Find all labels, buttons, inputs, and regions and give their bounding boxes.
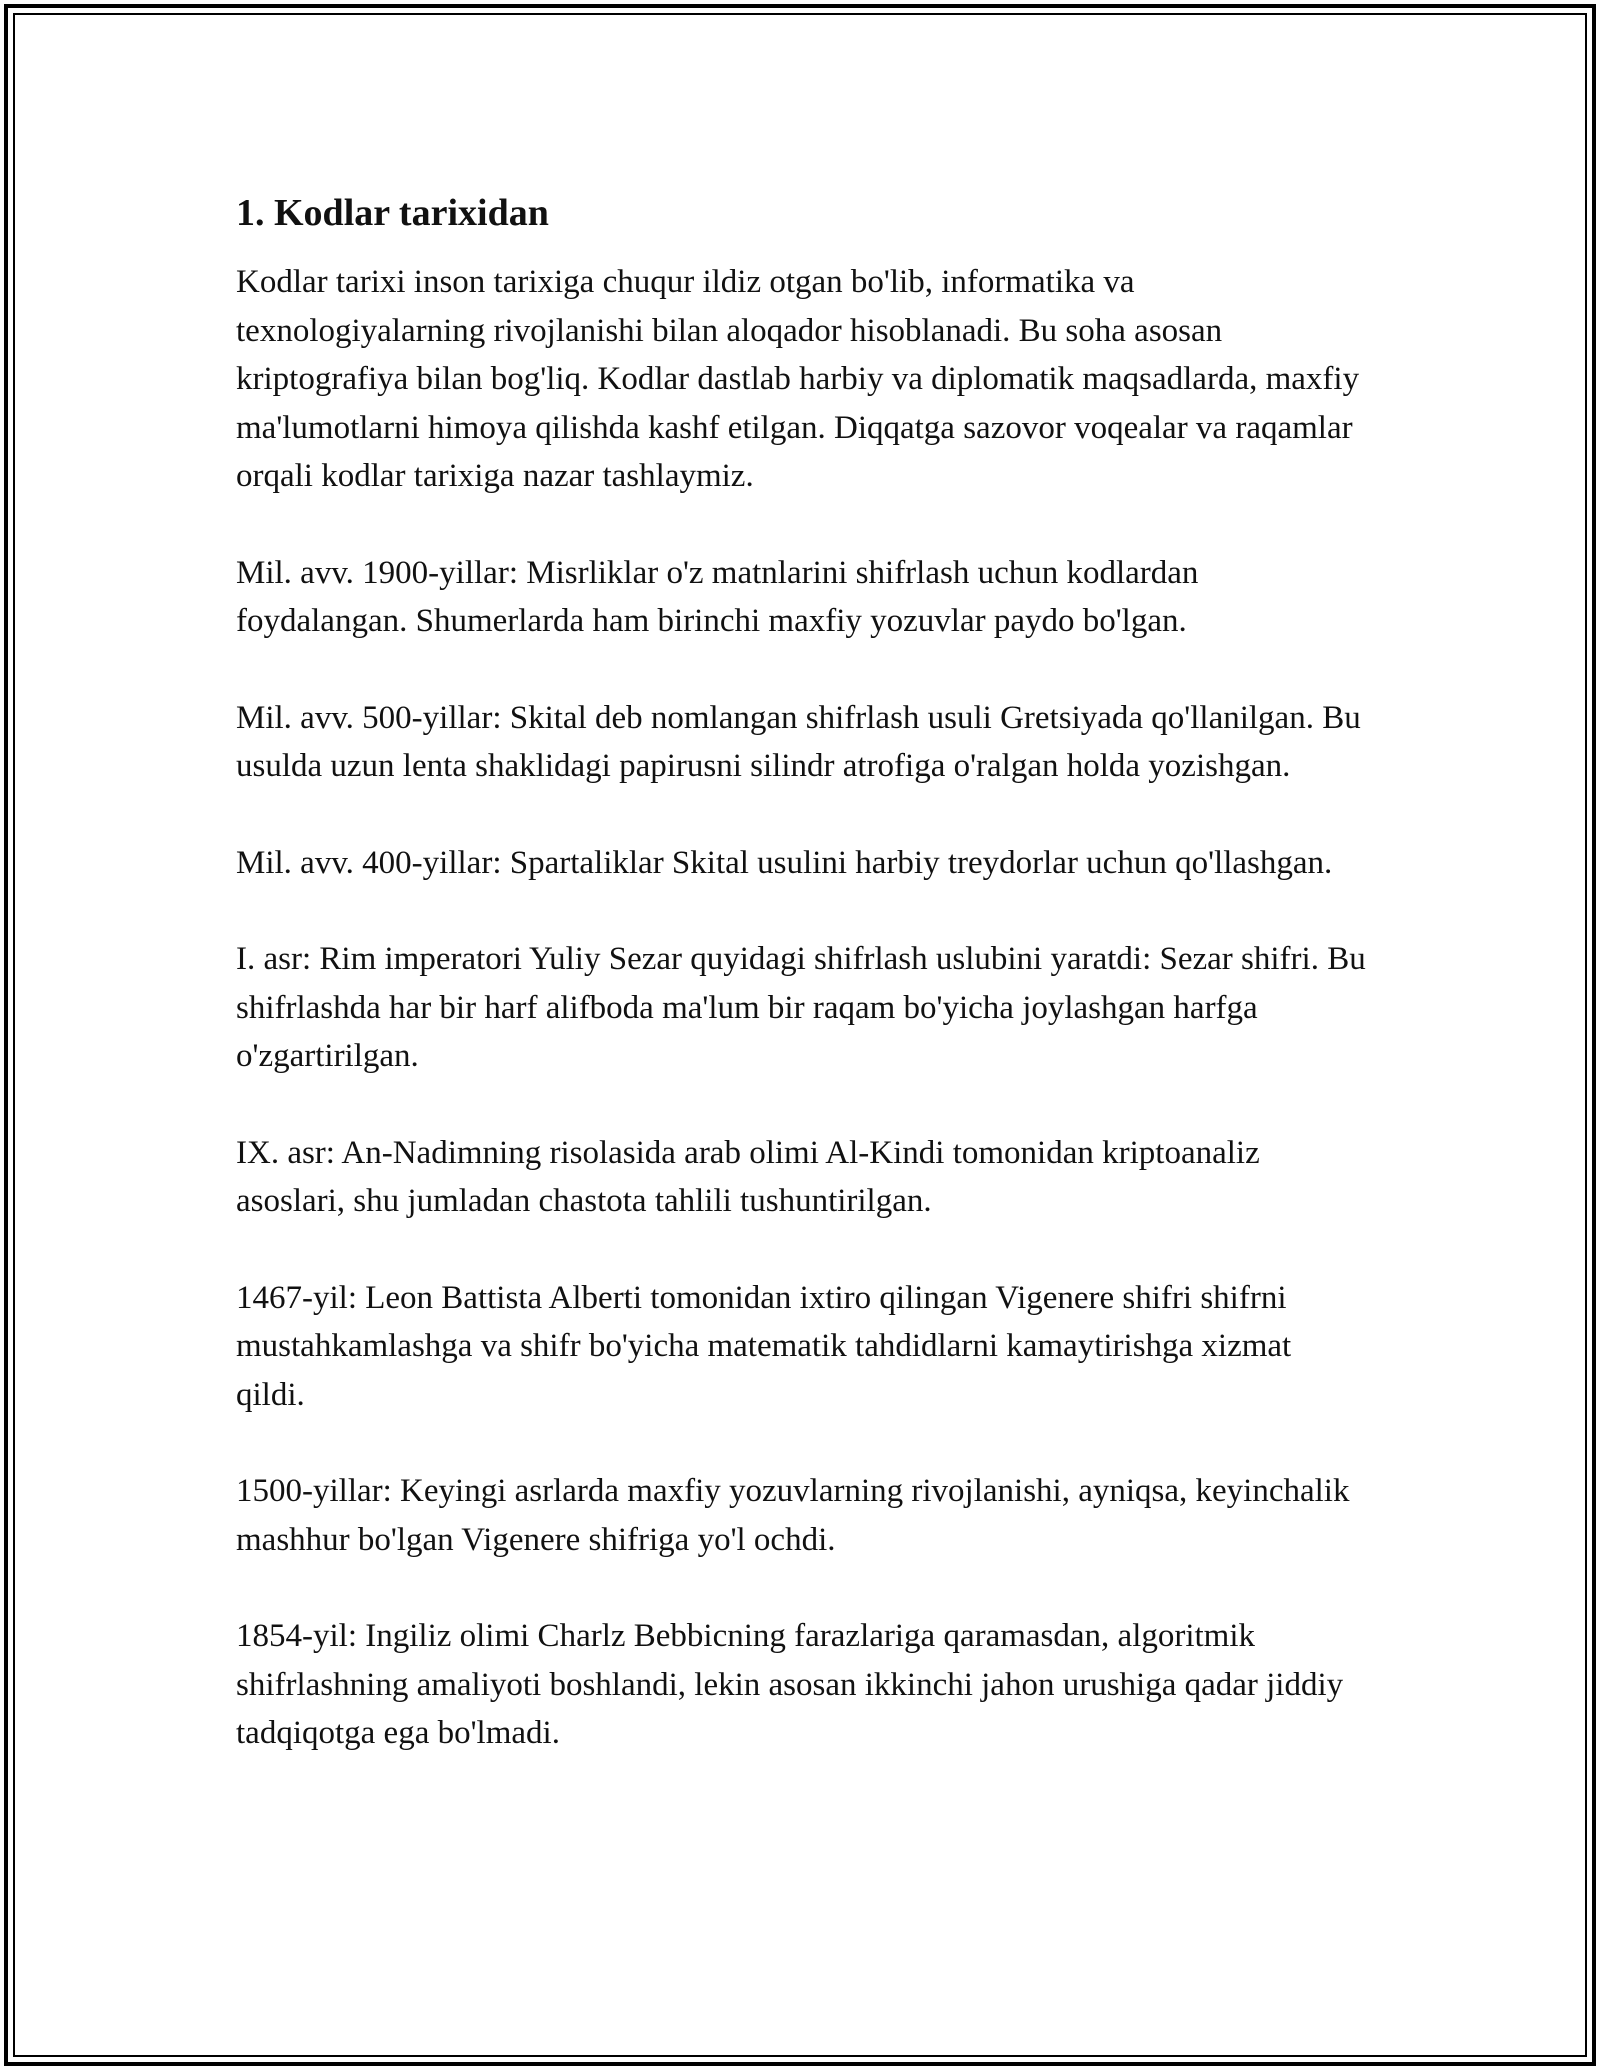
document-body [236, 190, 1366, 1806]
section-heading: 1. Kodlar tarixidan [236, 192, 549, 234]
timeline-entry-1854: 1854-yil: Ingiliz olimi Charlz Bebbicning farazlariga qaramasdan, algoritmik shifrlashning amaliyoti boshlandi, lekin asosan ikkinchi jahon urushiga qadar jiddiy tadqiqotga ega bo'lmadi. [236, 1618, 1344, 1751]
timeline-entry-500bc: Mil. avv. 500-yillar: Skital deb nomlangan shifrlash usuli Gretsiyada qo'llanilgan. Bu usulda uzun lenta shaklidagi papirusni silindr atrofiga o'ralgan holda yozishgan. [236, 699, 1361, 784]
timeline-entry-1467: 1467-yil: Leon Battista Alberti tomonidan ixtiro qilingan Vigenere shifri shifrni mustahkamlashga va shifr bo'yicha matematik tahdidlarni kamaytirishga xizmat qildi. [236, 1279, 1292, 1413]
timeline-entry-400bc: Mil. avv. 400-yillar: Spartaliklar Skital usulini harbiy treydorlar uchun qo'llashgan. [236, 844, 1333, 881]
timeline-entry-9th-century: IX. asr: An-Nadimning risolasida arab olimi Al-Kindi tomonidan kriptoanaliz asoslari, shu jumladan chastota tahlili tushuntirilgan. [236, 1134, 1260, 1219]
timeline-entry-1500s: 1500-yillar: Keyingi asrlarda maxfiy yozuvlarning rivojlanishi, ayniqsa, keyinchalik mashhur bo'lgan Vigenere shifriga yo'l ochdi. [236, 1473, 1350, 1558]
intro-paragraph: Kodlar tarixi inson tarixiga chuqur ildiz otgan bo'lib, informatika va texnologiyalarning rivojlanishi bilan aloqador hisoblanadi. Bu soha asosan kriptografiya bilan bog'liq. Kodlar dastlab harbiy va diplomatik maqsadlarda, maxfiy ma'lumotlarni himoya qilishda kashf etilgan. Diqqatga sazovor voqealar va raqamlar orqali kodlar tarixiga nazar tashlaymiz. [236, 264, 1360, 494]
timeline-entry-1900bc: Mil. avv. 1900-yillar: Misrliklar o'z matnlarini shifrlash uchun kodlardan foydalangan. Shumerlarda ham birinchi maxfiy yozuvlar paydo bo'lgan. [236, 554, 1199, 639]
timeline-entry-1st-century: I. asr: Rim imperatori Yuliy Sezar quyidagi shifrlash uslubini yaratdi: Sezar shifri. Bu shifrlashda har bir harf alifboda ma'lum bir raqam bo'yicha joylashgan harfga o'zgartirilgan. [236, 941, 1366, 1074]
